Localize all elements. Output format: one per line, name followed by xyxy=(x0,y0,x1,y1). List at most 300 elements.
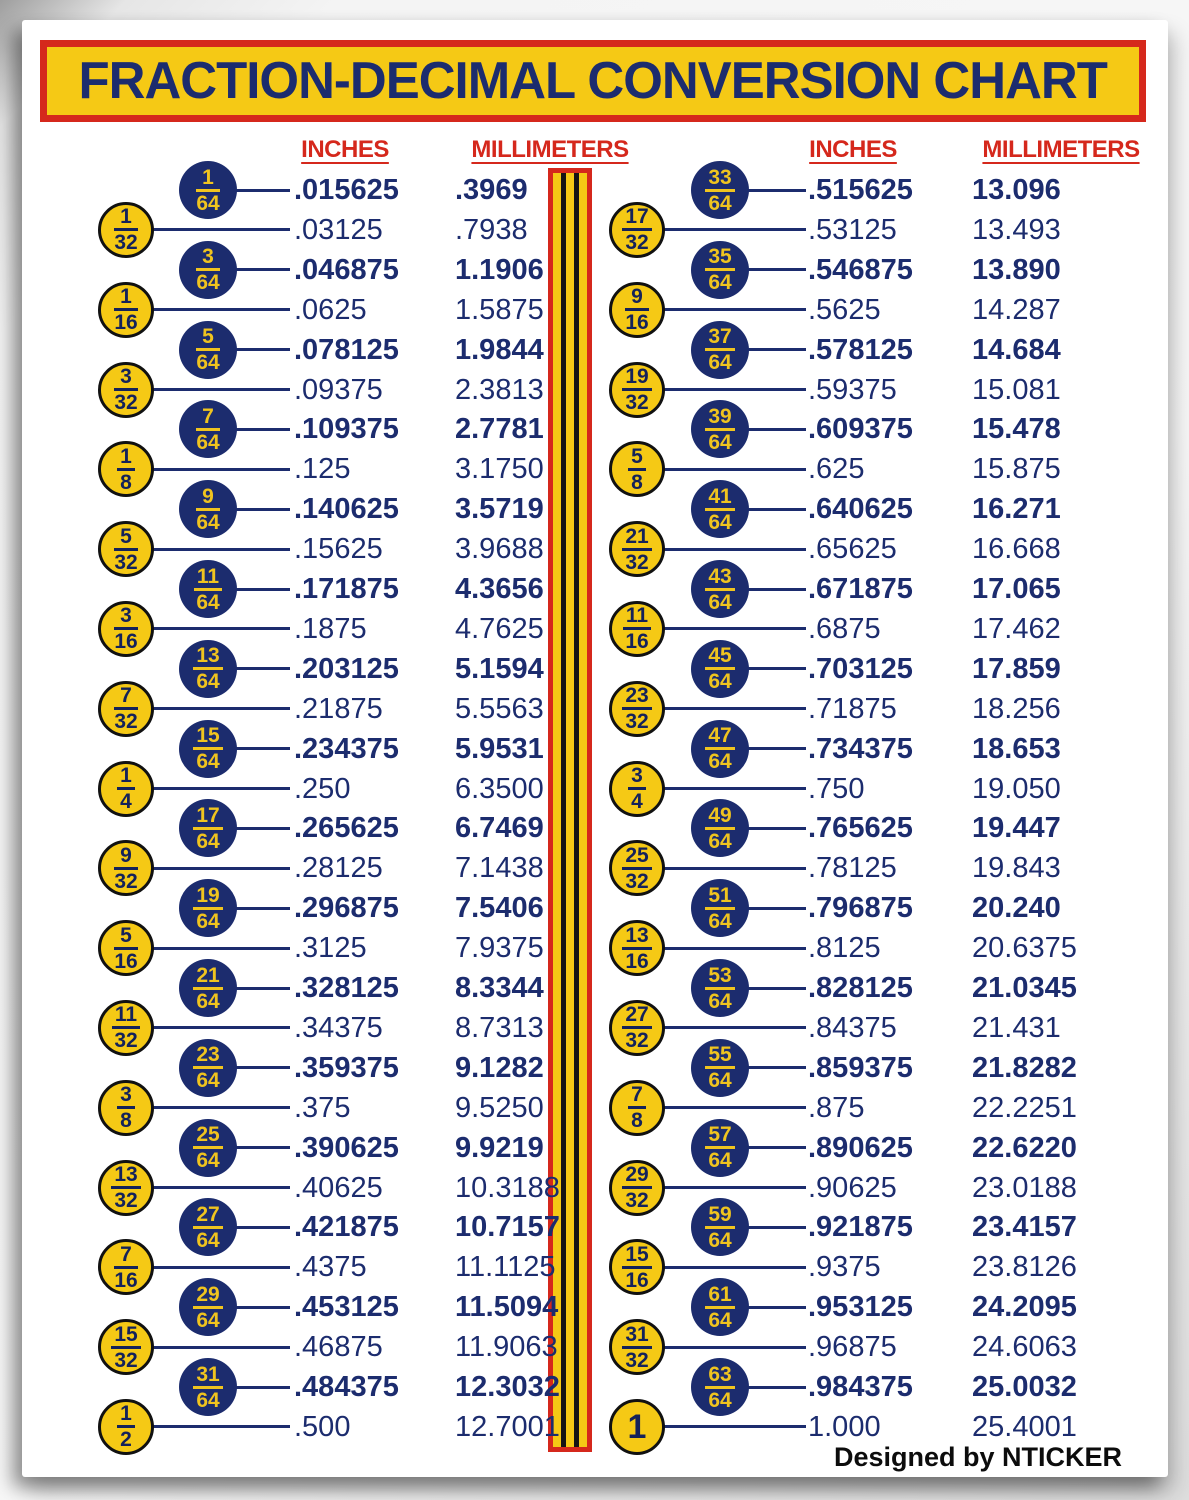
fraction-denominator: 32 xyxy=(625,391,649,414)
mm-value: 12.3032 xyxy=(455,1371,560,1403)
mm-value: 13.890 xyxy=(972,253,1061,286)
fraction-badge xyxy=(179,799,237,857)
fraction xyxy=(705,1124,734,1171)
mm-value: 17.462 xyxy=(972,612,1061,645)
mm-value: .3969 xyxy=(455,174,528,206)
mm-value: 14.684 xyxy=(972,333,1061,366)
mm-value: 5.1594 xyxy=(455,652,544,685)
fraction-denominator: 64 xyxy=(196,1308,220,1332)
fraction-denominator: 64 xyxy=(196,1069,220,1093)
mm-value: 16.668 xyxy=(972,533,1061,566)
fraction-denominator: 16 xyxy=(625,311,649,335)
mm-value: 17.859 xyxy=(972,652,1061,685)
fraction-numerator: 5 xyxy=(196,326,219,351)
mm-value: 25.4001 xyxy=(972,1410,1077,1443)
fraction-numerator: 29 xyxy=(622,1164,651,1189)
fraction-numerator: 31 xyxy=(622,1324,651,1349)
mm-value: 24.2095 xyxy=(972,1291,1077,1324)
inches-value: .375 xyxy=(294,1091,351,1124)
inches-value: .609375 xyxy=(808,413,913,446)
inches-value: .15625 xyxy=(294,533,383,566)
fraction-denominator: 32 xyxy=(114,710,138,734)
mm-value: 10.3188 xyxy=(455,1171,560,1204)
fraction-numerator: 3 xyxy=(117,1084,135,1109)
fraction-numerator: 49 xyxy=(705,805,734,830)
mm-value: 13.493 xyxy=(972,213,1061,246)
inches-value: .546875 xyxy=(808,253,913,286)
fraction-denominator: 64 xyxy=(196,829,220,853)
fraction-numerator: 17 xyxy=(193,805,222,830)
fraction-denominator: 64 xyxy=(708,829,732,853)
fraction-denominator: 2 xyxy=(120,1428,132,1452)
mm-value: 23.4157 xyxy=(972,1211,1077,1244)
inches-value: .296875 xyxy=(294,892,399,925)
fraction-denominator: 64 xyxy=(708,750,732,774)
fraction-numerator: 11 xyxy=(112,1004,140,1029)
fraction xyxy=(193,1044,222,1091)
fraction-denominator: 64 xyxy=(708,1388,732,1412)
header-millimeters-left: MILLIMETERS xyxy=(471,136,629,163)
inches-value: .265625 xyxy=(294,812,399,845)
fraction-badge xyxy=(98,601,154,657)
fraction-badge xyxy=(691,241,749,299)
mm-value: 1.5875 xyxy=(455,293,544,326)
fraction-badge xyxy=(691,879,749,937)
fraction xyxy=(705,406,734,453)
fraction-denominator: 4 xyxy=(120,790,132,813)
fraction xyxy=(705,486,734,533)
fraction-numerator: 37 xyxy=(705,326,734,351)
fraction-badge xyxy=(609,362,665,418)
fraction-badge xyxy=(179,241,237,299)
fraction-denominator: 32 xyxy=(625,869,649,893)
fraction-numerator: 1 xyxy=(114,206,137,231)
fraction-badge xyxy=(691,400,749,458)
fraction xyxy=(622,845,651,892)
fraction-numerator: 11 xyxy=(623,605,651,630)
inches-value: .171875 xyxy=(294,573,399,605)
fraction-numerator: 41 xyxy=(705,486,734,511)
inches-value: .078125 xyxy=(294,333,399,366)
mm-value: 3.1750 xyxy=(455,453,544,486)
fraction-badge xyxy=(98,1080,154,1136)
fraction-numerator: 17 xyxy=(622,206,651,231)
fraction xyxy=(622,1324,651,1371)
fraction-numerator: 13 xyxy=(622,925,651,950)
inches-value: .96875 xyxy=(808,1331,897,1364)
inches-value: .328125 xyxy=(294,972,399,1004)
fraction-denominator: 32 xyxy=(114,231,138,255)
fraction-numerator: 1 xyxy=(117,446,135,471)
fraction xyxy=(705,326,734,373)
mm-value: 3.9688 xyxy=(455,533,544,566)
mm-value: 2.7781 xyxy=(455,413,544,446)
mm-value: 2.3813 xyxy=(455,373,544,406)
fraction-denominator: 32 xyxy=(114,550,138,574)
mm-value: 9.1282 xyxy=(455,1051,544,1084)
fraction-badge xyxy=(98,362,154,418)
inches-value: .921875 xyxy=(808,1211,913,1244)
inches-value: .90625 xyxy=(808,1171,897,1204)
inches-value: .890625 xyxy=(808,1131,913,1164)
fraction-badge xyxy=(98,761,154,817)
mm-value: 24.6063 xyxy=(972,1331,1077,1364)
inches-value: .1875 xyxy=(294,612,367,645)
fraction xyxy=(705,566,734,613)
fraction-denominator: 32 xyxy=(625,550,649,574)
fraction-badge xyxy=(98,521,154,577)
fraction-numerator: 5 xyxy=(114,925,137,950)
fraction-numerator: 59 xyxy=(705,1204,734,1229)
fraction-badge xyxy=(609,1000,665,1056)
fraction xyxy=(622,206,651,253)
fraction xyxy=(705,725,734,772)
fraction-denominator: 16 xyxy=(114,630,138,654)
fraction-badge xyxy=(179,1278,237,1336)
fraction-denominator: 8 xyxy=(631,1109,643,1133)
inches-value: .750 xyxy=(808,772,865,805)
fraction-badge xyxy=(691,560,749,618)
fraction-denominator: 32 xyxy=(625,1029,649,1053)
fraction-badge xyxy=(691,1358,749,1416)
fraction-numerator: 3 xyxy=(114,605,137,630)
mm-value: 8.3344 xyxy=(455,972,544,1004)
fraction-denominator: 32 xyxy=(114,391,138,414)
fraction-badge xyxy=(98,840,154,896)
inches-value: .765625 xyxy=(808,812,913,845)
fraction-denominator: 4 xyxy=(631,790,643,813)
fraction-denominator: 32 xyxy=(625,710,649,734)
fraction xyxy=(705,246,734,293)
mm-value: 21.0345 xyxy=(972,972,1077,1004)
fraction-numerator: 57 xyxy=(705,1124,734,1149)
mm-value: 23.0188 xyxy=(972,1171,1077,1204)
fraction-denominator: 32 xyxy=(114,1029,138,1053)
fraction xyxy=(622,1164,651,1211)
fraction xyxy=(705,805,734,852)
fraction-numerator: 3 xyxy=(628,765,646,790)
fraction-badge xyxy=(609,681,665,737)
fraction-denominator: 64 xyxy=(708,1308,732,1332)
fraction-numerator: 25 xyxy=(193,1124,222,1149)
fraction-badge xyxy=(609,920,665,976)
fraction-badge xyxy=(98,1319,154,1375)
fraction-denominator: 64 xyxy=(708,989,732,1013)
mm-value: .7938 xyxy=(455,213,528,246)
inches-value: .03125 xyxy=(294,213,383,246)
mm-value: 21.8282 xyxy=(972,1051,1077,1084)
fraction xyxy=(623,605,651,652)
credit-text: Designed by NTICKER xyxy=(833,1442,1122,1472)
fraction xyxy=(622,685,651,732)
mm-value: 5.5563 xyxy=(455,692,544,725)
fraction xyxy=(705,1044,734,1091)
mm-value: 15.875 xyxy=(972,453,1061,486)
fraction-badge xyxy=(609,601,665,657)
fraction-denominator: 16 xyxy=(625,949,649,973)
inches-value: .6875 xyxy=(808,612,881,645)
fraction-denominator: 32 xyxy=(114,1189,138,1212)
fraction xyxy=(628,765,646,812)
fraction xyxy=(196,486,219,533)
fraction-denominator: 32 xyxy=(625,231,649,255)
fraction-badge xyxy=(179,1198,237,1256)
fraction-denominator: 64 xyxy=(708,351,732,375)
fraction xyxy=(705,885,734,932)
fraction xyxy=(117,1403,135,1450)
fraction-badge xyxy=(691,640,749,698)
fraction-denominator: 32 xyxy=(625,1189,649,1212)
fraction-numerator: 27 xyxy=(622,1004,651,1029)
fraction xyxy=(117,765,135,812)
fraction-badge xyxy=(179,321,237,379)
inches-value: .640625 xyxy=(808,493,913,526)
fraction xyxy=(625,286,648,333)
fraction-badge xyxy=(179,161,237,219)
chart-page xyxy=(22,20,1168,1477)
inches-value: .875 xyxy=(808,1091,865,1124)
mm-value: 22.6220 xyxy=(972,1131,1077,1164)
mm-value: 14.287 xyxy=(972,293,1061,326)
inches-value: 1.000 xyxy=(808,1410,881,1443)
inches-value: .40625 xyxy=(294,1171,383,1204)
inches-value: .859375 xyxy=(808,1051,913,1084)
fraction-numerator: 55 xyxy=(705,1044,734,1069)
fraction-numerator: 7 xyxy=(628,1084,646,1109)
fraction-badge xyxy=(691,480,749,538)
mm-value: 3.5719 xyxy=(455,493,544,526)
fraction-badge xyxy=(179,560,237,618)
fraction-badge xyxy=(609,202,665,258)
mm-value: 15.081 xyxy=(972,373,1061,406)
fraction xyxy=(193,725,222,772)
mm-value: 4.3656 xyxy=(455,573,544,605)
fraction-badge xyxy=(179,1119,237,1177)
fraction-denominator: 16 xyxy=(114,1268,138,1292)
fraction xyxy=(114,605,137,652)
fraction-badge xyxy=(98,1239,154,1295)
fraction xyxy=(628,446,646,493)
fraction-badge xyxy=(179,1039,237,1097)
fraction xyxy=(114,526,137,573)
fraction-denominator: 64 xyxy=(708,1069,732,1093)
inches-value: .53125 xyxy=(808,213,897,246)
fraction-numerator: 1 xyxy=(117,1403,135,1428)
fraction-badge xyxy=(98,681,154,737)
fraction-badge xyxy=(98,441,154,497)
mm-value: 4.7625 xyxy=(455,612,544,645)
inches-value: .015625 xyxy=(294,174,399,206)
inches-value: .578125 xyxy=(808,333,913,366)
inches-value: .109375 xyxy=(294,413,399,446)
fraction-numerator: 13 xyxy=(111,1164,140,1189)
mm-value: 19.843 xyxy=(972,852,1061,885)
inches-value: .734375 xyxy=(808,732,913,765)
fraction-denominator: 32 xyxy=(114,869,138,893)
inches-value: .21875 xyxy=(294,692,383,725)
inches-value: .125 xyxy=(294,453,351,486)
fraction-numerator: 35 xyxy=(705,246,734,271)
fraction-denominator: 16 xyxy=(625,1268,649,1292)
fraction-numerator: 25 xyxy=(622,845,651,870)
fraction-numerator: 53 xyxy=(705,965,734,990)
fraction-denominator: 64 xyxy=(708,271,732,295)
mm-value: 18.653 xyxy=(972,732,1061,765)
mm-value: 15.478 xyxy=(972,413,1061,446)
fraction-numerator: 61 xyxy=(705,1284,734,1309)
fraction-badge xyxy=(691,1278,749,1336)
fraction xyxy=(117,446,135,493)
fraction xyxy=(622,366,651,413)
fraction-numerator: 47 xyxy=(705,725,734,750)
inches-value: .625 xyxy=(808,453,865,486)
fraction xyxy=(196,326,219,373)
fraction xyxy=(622,925,651,972)
fraction xyxy=(114,1244,137,1291)
fraction-denominator: 16 xyxy=(114,311,138,335)
inches-value: .796875 xyxy=(808,892,913,925)
fraction-denominator: 64 xyxy=(196,1228,220,1252)
fraction-denominator: 16 xyxy=(114,949,138,973)
fraction-numerator: 3 xyxy=(196,246,219,271)
fraction-denominator: 64 xyxy=(708,510,732,534)
fraction-numerator: 1 xyxy=(196,167,219,192)
fraction-denominator: 64 xyxy=(196,510,220,534)
mm-value: 7.1438 xyxy=(455,852,544,885)
fraction xyxy=(193,1124,222,1171)
mm-value: 20.240 xyxy=(972,892,1061,925)
mm-value: 6.3500 xyxy=(455,772,544,805)
mm-value: 16.271 xyxy=(972,493,1061,526)
header-millimeters-right: MILLIMETERS xyxy=(982,136,1140,163)
fraction-numerator: 13 xyxy=(193,645,222,670)
fraction-denominator: 64 xyxy=(196,670,220,694)
fraction-badge xyxy=(98,1160,154,1216)
mm-value: 19.447 xyxy=(972,812,1061,845)
fraction-numerator: 9 xyxy=(625,286,648,311)
mm-value: 7.9375 xyxy=(455,932,544,965)
fraction xyxy=(114,845,137,892)
mm-value: 19.050 xyxy=(972,772,1061,805)
fraction xyxy=(628,1084,646,1131)
fraction xyxy=(194,566,222,613)
inches-value: .0625 xyxy=(294,293,367,326)
fraction-numerator: 27 xyxy=(193,1204,222,1229)
mm-value: 11.5094 xyxy=(455,1291,559,1324)
fraction-denominator: 16 xyxy=(625,630,649,654)
fraction-numerator: 45 xyxy=(705,645,734,670)
fraction-badge xyxy=(98,282,154,338)
fraction-denominator: 64 xyxy=(196,430,220,454)
inches-value: .34375 xyxy=(294,1011,383,1044)
fraction xyxy=(193,1364,222,1411)
fraction-badge xyxy=(179,720,237,778)
mm-value: 11.1125 xyxy=(455,1251,556,1284)
fraction xyxy=(705,645,734,692)
fraction-numerator: 51 xyxy=(705,885,734,910)
fraction xyxy=(193,805,222,852)
inches-value: .515625 xyxy=(808,174,913,206)
fraction-numerator: 23 xyxy=(193,1044,222,1069)
fraction-numerator: 1 xyxy=(114,286,137,311)
whole-number: 1 xyxy=(627,1407,647,1446)
page-title: FRACTION-DECIMAL CONVERSION CHART xyxy=(78,52,1108,110)
fraction-denominator: 64 xyxy=(196,351,220,375)
fraction-numerator: 63 xyxy=(705,1364,734,1389)
fraction-denominator: 64 xyxy=(196,1149,220,1173)
fraction xyxy=(193,1284,222,1331)
fraction-numerator: 33 xyxy=(705,167,734,192)
fraction-badge xyxy=(691,799,749,857)
fraction-badge xyxy=(691,959,749,1017)
inches-value: .671875 xyxy=(808,573,913,605)
header-inches-left: INCHES xyxy=(301,136,389,163)
fraction xyxy=(117,1084,135,1131)
fraction-numerator: 7 xyxy=(114,1244,137,1269)
fraction-badge xyxy=(179,959,237,1017)
fraction-badge xyxy=(609,1319,665,1375)
fraction-badge xyxy=(98,202,154,258)
fraction-numerator: 15 xyxy=(193,725,222,750)
fraction-numerator: 5 xyxy=(114,526,137,551)
inches-value: .703125 xyxy=(808,652,913,685)
fraction xyxy=(193,645,222,692)
inches-value: .421875 xyxy=(294,1211,399,1244)
fraction xyxy=(622,1004,651,1051)
fraction xyxy=(196,167,219,214)
fraction-denominator: 64 xyxy=(708,909,732,933)
fraction-badge xyxy=(179,480,237,538)
inches-value: .8125 xyxy=(808,932,881,965)
inches-value: .359375 xyxy=(294,1051,399,1084)
fraction-denominator: 64 xyxy=(708,670,732,694)
mm-value: 18.256 xyxy=(972,692,1061,725)
mm-value: 17.065 xyxy=(972,573,1061,605)
mm-value: 9.5250 xyxy=(455,1091,544,1124)
fraction xyxy=(114,925,137,972)
fraction-denominator: 64 xyxy=(196,590,220,614)
inches-value: .828125 xyxy=(808,972,913,1004)
inches-value: .46875 xyxy=(294,1331,383,1364)
mm-value: 20.6375 xyxy=(972,932,1077,965)
fraction xyxy=(705,965,734,1012)
fraction-badge xyxy=(691,161,749,219)
mm-value: 9.9219 xyxy=(455,1131,544,1164)
inches-value: .9375 xyxy=(808,1251,881,1284)
fraction-badge xyxy=(691,1198,749,1256)
fraction-badge xyxy=(98,920,154,976)
fraction-numerator: 5 xyxy=(628,446,646,471)
fraction xyxy=(705,167,734,214)
fraction-numerator: 15 xyxy=(111,1324,140,1349)
fraction-denominator: 64 xyxy=(708,1149,732,1173)
fraction-numerator: 9 xyxy=(196,486,219,511)
fraction-badge xyxy=(98,1399,154,1455)
fraction-badge xyxy=(609,441,665,497)
fraction-numerator: 39 xyxy=(705,406,734,431)
fraction-badge xyxy=(609,761,665,817)
fraction-denominator: 64 xyxy=(196,909,220,933)
fraction-denominator: 8 xyxy=(120,470,132,494)
inches-value: .71875 xyxy=(808,692,897,725)
mm-value: 6.7469 xyxy=(455,812,544,845)
fraction-numerator: 15 xyxy=(622,1244,651,1269)
fraction-numerator: 19 xyxy=(622,366,651,391)
mm-value: 5.9531 xyxy=(455,732,544,765)
fraction xyxy=(112,1004,140,1051)
mm-value: 8.7313 xyxy=(455,1011,544,1044)
fraction-numerator: 7 xyxy=(114,685,137,710)
